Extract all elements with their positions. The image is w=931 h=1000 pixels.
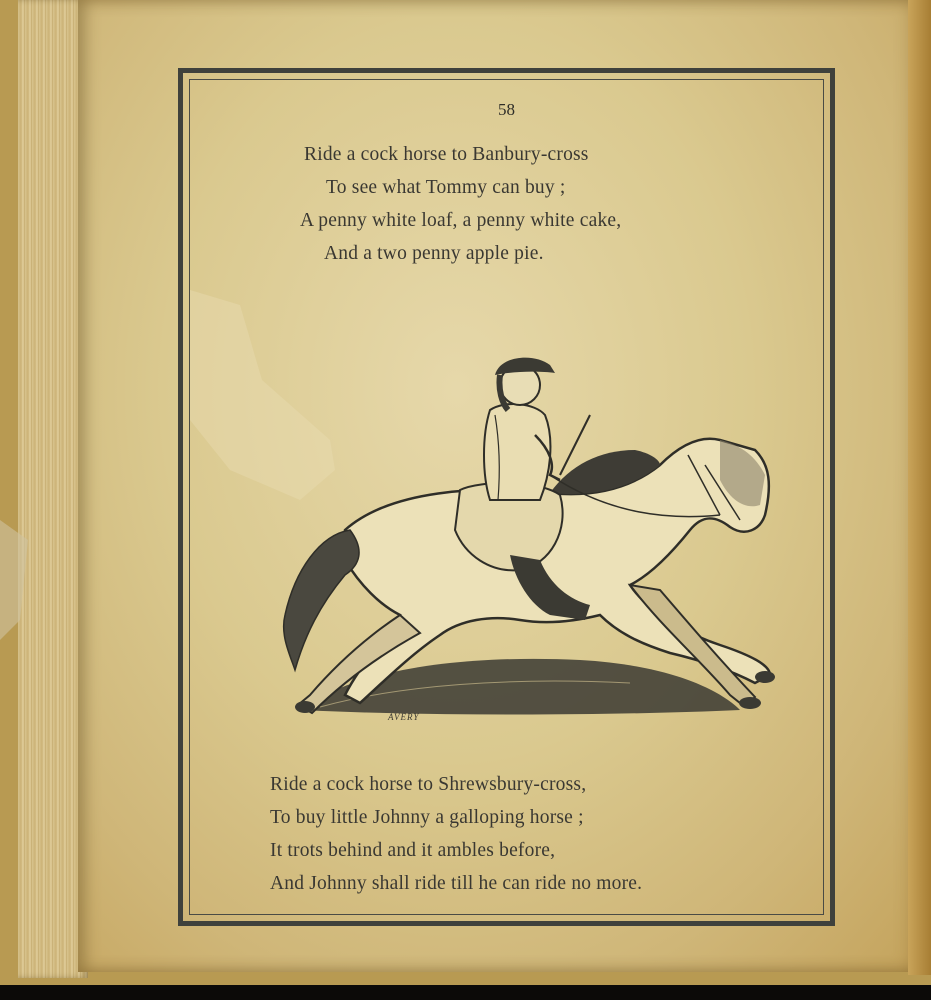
verse-line: To see what Tommy can buy ;	[326, 177, 566, 198]
verse-line: And a two penny apple pie.	[324, 243, 544, 264]
verse-line: To buy little Johnny a galloping horse ;	[270, 807, 584, 828]
page-border-frame	[178, 68, 835, 926]
verse-line: It trots behind and it ambles before,	[270, 840, 556, 861]
horse-and-rider-engraving-icon	[250, 315, 790, 735]
verse-line: Ride a cock horse to Shrewsbury-cross,	[270, 774, 587, 795]
verse-shrewsbury	[270, 768, 642, 900]
next-page-edge	[908, 0, 931, 975]
engraver-signature: AVERY	[388, 712, 420, 722]
verse-line: And Johnny shall ride till he can ride no more.	[270, 873, 643, 894]
verse-line: Ride a cock horse to Banbury-cross	[304, 144, 589, 165]
verse-banbury	[300, 138, 622, 270]
page-number: 58	[498, 100, 515, 119]
page-border-inner	[189, 79, 824, 915]
verse-line: A penny white loaf, a penny white cake,	[300, 210, 622, 231]
